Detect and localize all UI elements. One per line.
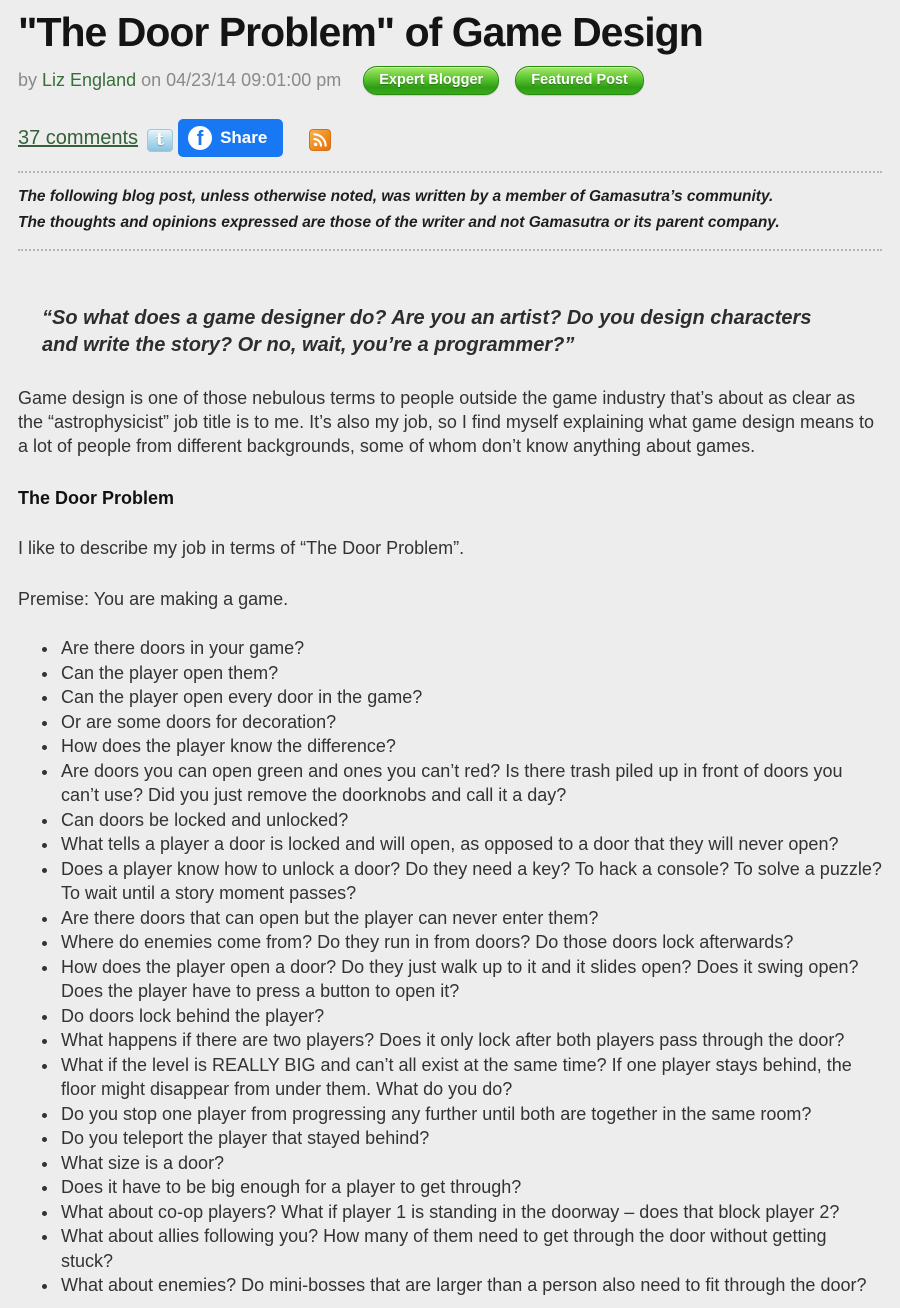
question-list-item: • Does a player know how to unlock a door? Do they need a key? To hack a console? To solve a puzzle? To wait until a story moment passes? xyxy=(59,857,882,906)
question-list-item: • How does the player know the difference? xyxy=(59,734,882,759)
facebook-share-label: Share xyxy=(220,128,268,147)
question-list-item: • What tells a player a door is locked and will open, as opposed to a door that they will never open? xyxy=(59,832,882,857)
author-link[interactable]: Liz England xyxy=(42,70,137,90)
facebook-logo-icon: f xyxy=(188,126,212,150)
question-list-item: • Can the player open every door in the game? xyxy=(59,685,882,710)
paragraph-premise: Premise: You are making a game. xyxy=(18,589,289,609)
divider-bottom xyxy=(18,249,882,251)
disclaimer-line-2: The thoughts and opinions expressed are those of the writer and not Gamasutra or its parent company. xyxy=(18,214,780,231)
share-bar xyxy=(18,117,882,159)
question-list-item: • What if the level is REALLY BIG and can’t all exist at the same time? If one player stays behind, the floor might disappear from under them. What do you do? xyxy=(59,1053,882,1102)
question-list-item: • How does the player open a door? Do they just walk up to it and it slides open? Does it swing open? Does the player have to press a button to open it? xyxy=(59,955,882,1004)
question-list-item: • Or are some doors for decoration? xyxy=(59,710,882,735)
question-list-item: • Are there doors that can open but the player can never enter them? xyxy=(59,906,882,931)
question-list-item: • What size is a door? xyxy=(59,1151,882,1176)
question-list-item: • Are doors you can open green and ones you can’t red? Is there trash piled up in front of doors you can’t use? Did you just remove the doorknobs and call it a day? xyxy=(59,759,882,808)
byline-date: on 04/23/14 09:01:00 pm xyxy=(136,70,342,90)
byline-prefix: by xyxy=(18,70,43,90)
byline xyxy=(18,66,882,95)
question-list-item: • Where do enemies come from? Do they run in from doors? Do those doors lock afterwards? xyxy=(59,930,882,955)
question-list-item: • Can doors be locked and unlocked? xyxy=(59,808,882,833)
twitter-icon[interactable]: t xyxy=(147,129,173,152)
comments-link[interactable]: 37 comments xyxy=(18,126,139,149)
disclaimer-line-1: The following blog post, unless otherwise noted, was written by a member of Gamasutra’s community. xyxy=(18,188,774,205)
article-body xyxy=(18,305,882,1298)
door-question-list xyxy=(18,636,882,1298)
question-list-item: • What about allies following you? How many of them need to get through the door without getting stuck? xyxy=(59,1224,882,1273)
featured-post-badge: Featured Post xyxy=(515,66,644,95)
facebook-share-button[interactable] xyxy=(178,119,283,157)
question-list-item: • Do doors lock behind the player? xyxy=(59,1004,882,1029)
question-list-item: • Do you teleport the player that stayed behind? xyxy=(59,1126,882,1151)
expert-blogger-badge: Expert Blogger xyxy=(363,66,499,95)
question-list-item: • Can the player open them? xyxy=(59,661,882,686)
community-disclaimer xyxy=(18,173,882,249)
page-title: "The Door Problem" of Game Design xyxy=(18,9,703,55)
paragraph-describe-job: I like to describe my job in terms of “The Door Problem”. xyxy=(18,538,465,558)
rss-icon[interactable] xyxy=(309,129,331,151)
question-list-item: • Do you stop one player from progressing any further until both are together in the same room? xyxy=(59,1102,882,1127)
pull-quote: “So what does a game designer do? Are you an artist? Do you design characters and write the story? Or no, wait, you’re a programmer?” xyxy=(42,307,812,356)
badge-group xyxy=(363,66,644,95)
question-list-item: • Does it have to be big enough for a player to get through? xyxy=(59,1175,882,1200)
question-list-item: • What about co-op players? What if player 1 is standing in the doorway – does that block player 2? xyxy=(59,1200,882,1225)
section-heading: The Door Problem xyxy=(18,488,175,508)
question-list-item: • What about enemies? Do mini-bosses that are larger than a person also need to fit through the door? xyxy=(59,1273,882,1298)
intro-paragraph: Game design is one of those nebulous terms to people outside the game industry that’s about as clear as the “astrophysicist” job title is to me. It’s also my job, so I find myself explaining what game design means to a lot of people from different backgrounds, some of whom don’t know anything about games. xyxy=(18,388,875,456)
question-list-item: • What happens if there are two players? Does it only lock after both players pass through the door? xyxy=(59,1028,882,1053)
question-list-item: • Are there doors in your game? xyxy=(59,636,882,661)
